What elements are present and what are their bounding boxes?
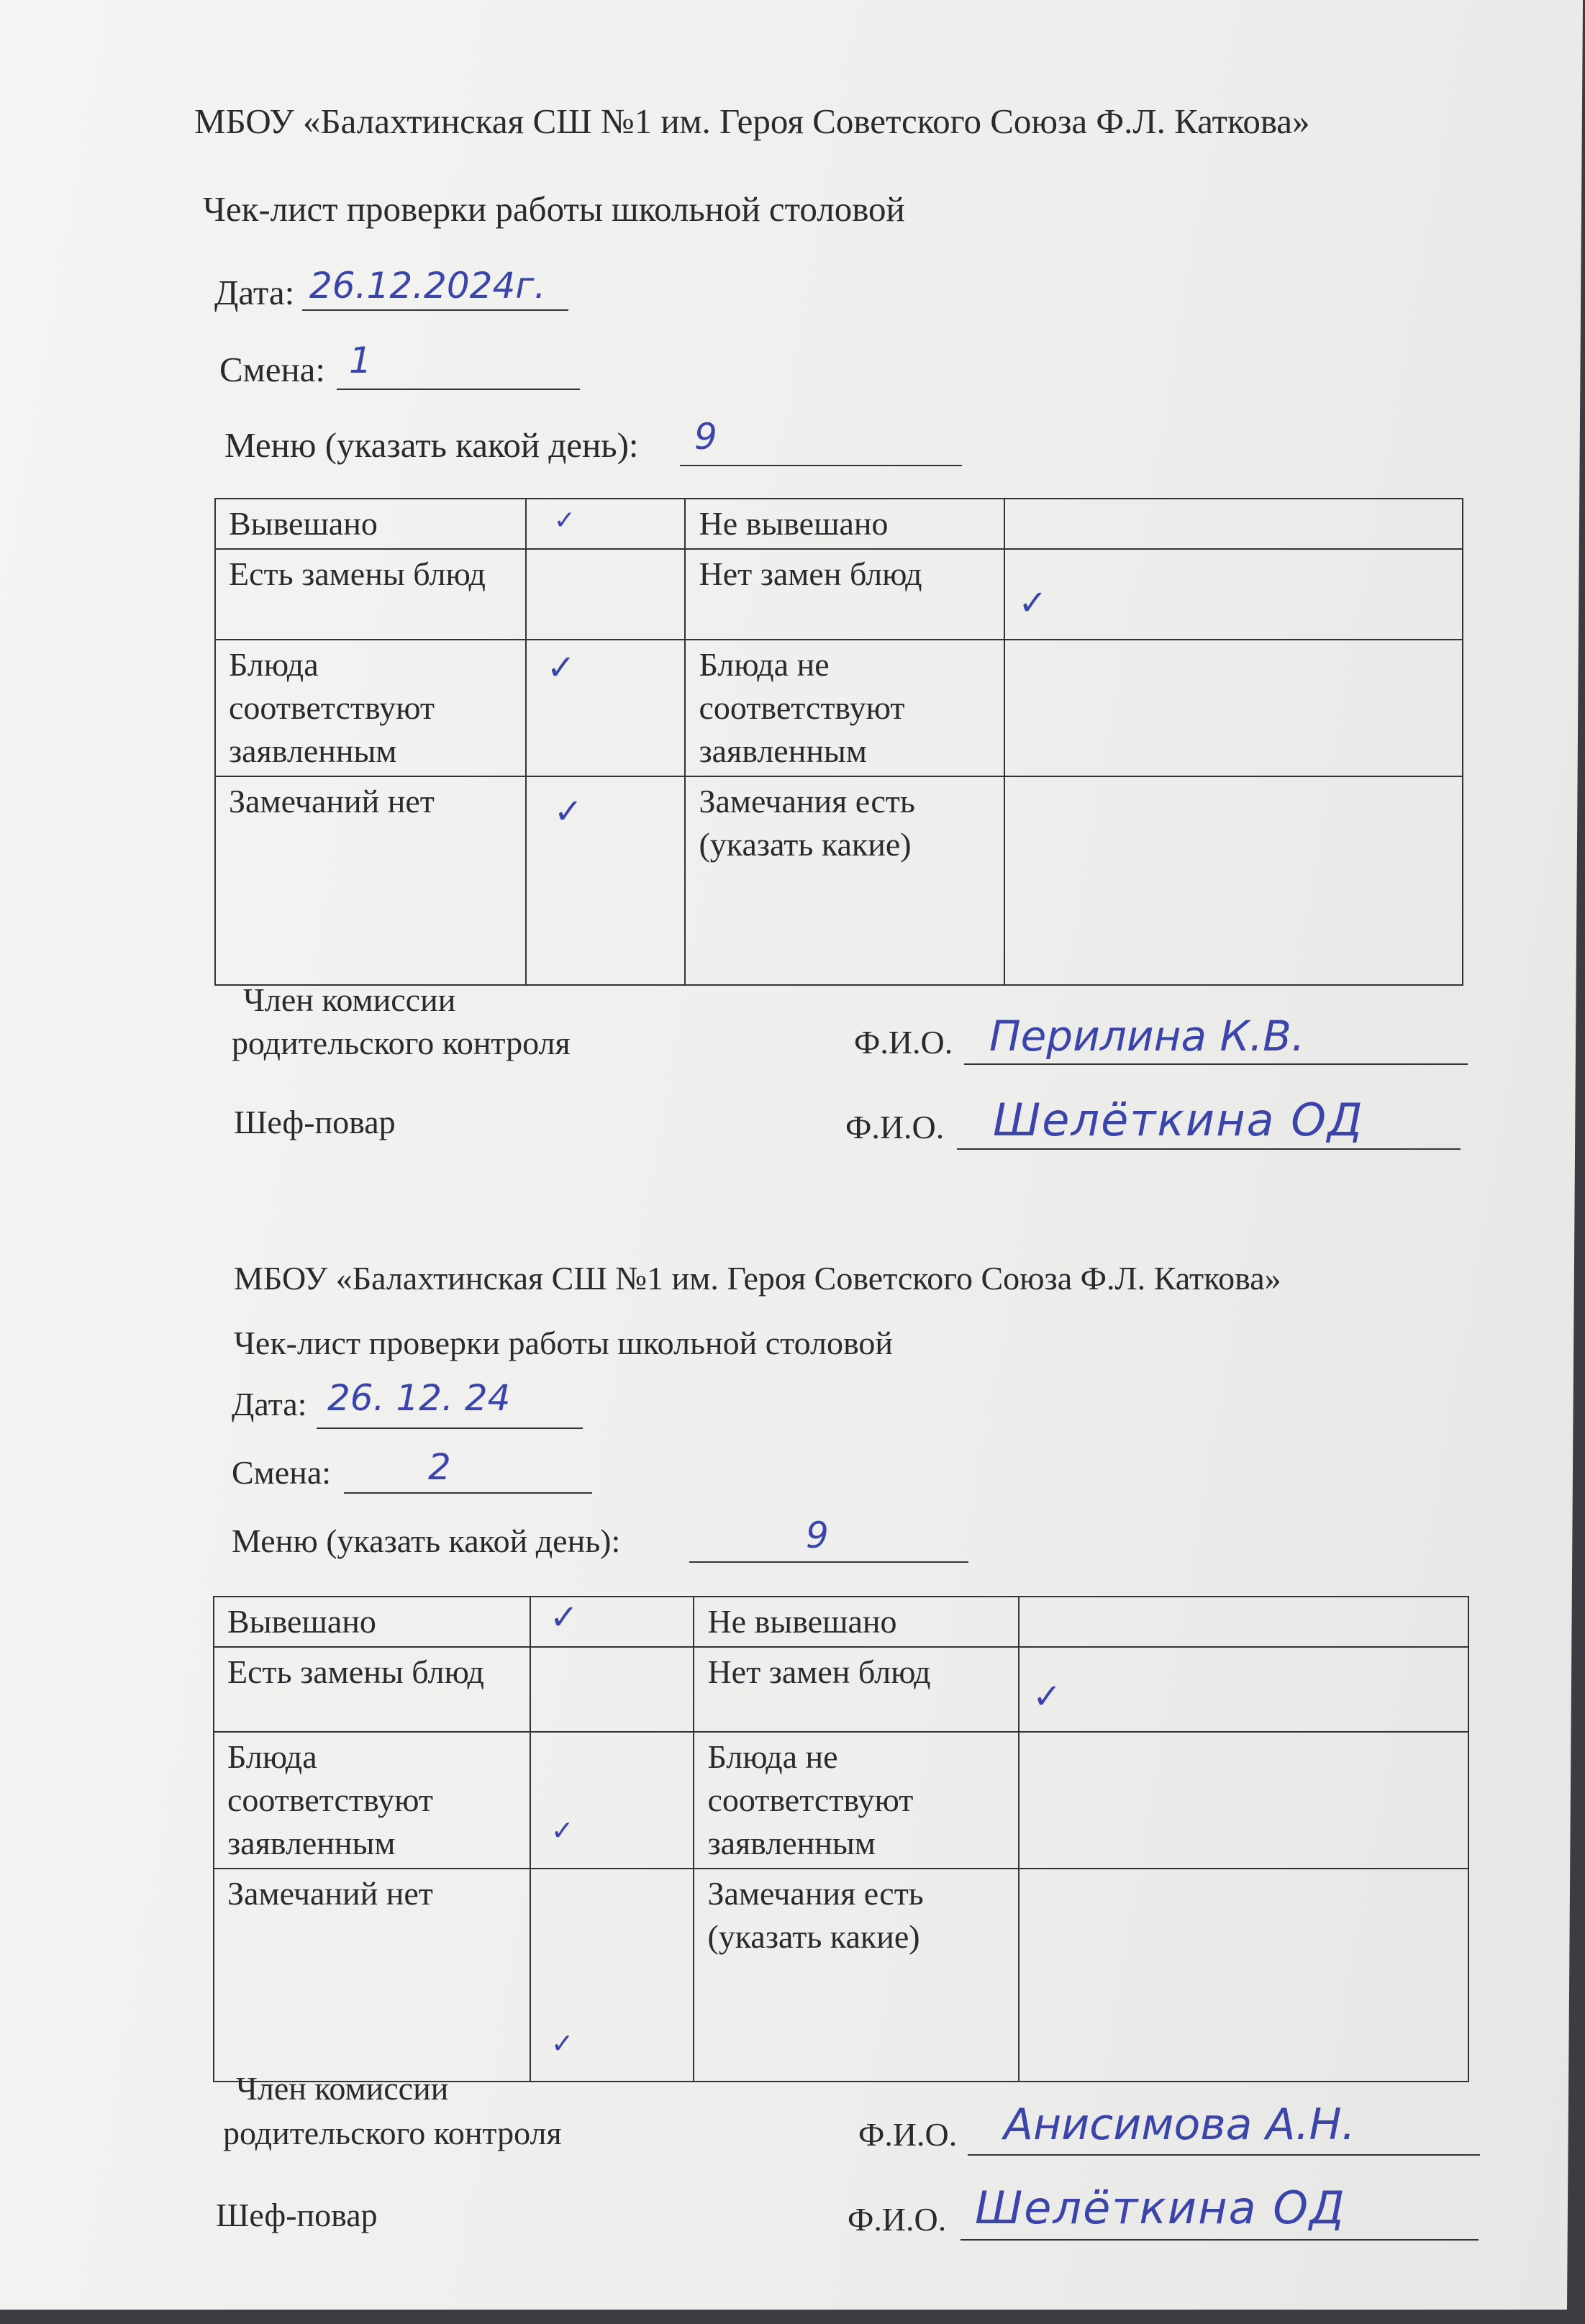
criterion-cell: Нет замен блюд (685, 549, 1004, 640)
check-cell (1004, 549, 1463, 640)
criterion-cell: Вывешано (214, 1597, 530, 1647)
criterion-cell: Блюда соответствуют заявленным (214, 1732, 530, 1869)
check-cell (526, 776, 686, 985)
chef-signature-line (957, 1148, 1461, 1150)
org-name: МБОУ «Балахтинская СШ №1 им. Героя Советского Союза Ф.Л. Каткова» (194, 101, 1310, 141)
checkmark: ✓ (546, 648, 576, 688)
criterion-cell: Есть замены блюд (214, 1647, 530, 1732)
menu-label: Меню (указать какой день): (232, 1522, 621, 1559)
checkmark: ✓ (550, 2028, 574, 2059)
check-cell (526, 499, 686, 549)
shift-value: 2 (428, 1446, 451, 1488)
chef-label: Шеф-повар (234, 1104, 396, 1140)
fio-label: Ф.И.О. (858, 2116, 958, 2153)
table-row (214, 1597, 1468, 1647)
criterion-cell: Замечания есть (указать какие) (685, 776, 1004, 985)
criterion-cell: Замечаний нет (214, 1869, 530, 2082)
table-row (214, 1732, 1468, 1869)
table-row (214, 1869, 1468, 2082)
member-signature-line (968, 2154, 1480, 2156)
menu-underline (680, 465, 962, 466)
criterion-cell: Замечания есть (указать какие) (694, 1869, 1019, 2082)
checkmark: ✓ (550, 1815, 574, 1846)
checkmark: ✓ (553, 791, 583, 832)
check-cell (530, 1732, 694, 1869)
check-cell (1019, 1732, 1468, 1869)
member-signature: Анисимова А.Н. (1004, 2100, 1355, 2150)
chef-signature-line (960, 2239, 1479, 2241)
shift-underline (337, 389, 580, 390)
chef-label: Шеф-повар (216, 2197, 378, 2233)
criterion-cell: Блюда не соответствуют заявленным (685, 640, 1004, 776)
date-label: Дата: (232, 1386, 307, 1422)
table-row (214, 1647, 1468, 1732)
check-cell (526, 549, 686, 640)
check-cell (526, 640, 686, 776)
menu-value: 9 (806, 1515, 829, 1556)
checkmark: ✓ (1018, 583, 1048, 623)
fio-label: Ф.И.О. (854, 1024, 953, 1061)
member-label: Член комиссии родительского контроля (223, 2070, 562, 2151)
check-cell (530, 1597, 694, 1647)
checkmark: ✓ (549, 1597, 578, 1638)
checklist-table (214, 498, 1463, 986)
form-title: Чек-лист проверки работы школьной столовой (234, 1325, 894, 1361)
date-underline (302, 309, 568, 311)
shift-value: 1 (349, 340, 372, 381)
table-row (215, 776, 1463, 985)
chef-signature: Шелёткина ОД (975, 2182, 1346, 2234)
check-cell (1004, 499, 1463, 549)
check-cell (1019, 1647, 1468, 1732)
check-cell (1004, 776, 1463, 985)
fio-label: Ф.И.О. (845, 1109, 945, 1145)
criterion-cell: Блюда соответствуют заявленным (215, 640, 526, 776)
criterion-cell: Нет замен блюд (694, 1647, 1019, 1732)
shift-label: Смена: (232, 1454, 332, 1491)
member-signature: Перилина К.В. (989, 1012, 1305, 1061)
menu-label: Меню (указать какой день): (224, 425, 639, 465)
org-name: МБОУ «Балахтинская СШ №1 им. Героя Советского Союза Ф.Л. Каткова» (234, 1260, 1281, 1297)
criterion-cell: Блюда не соответствуют заявленным (694, 1732, 1019, 1869)
criterion-cell: Не вывешано (685, 499, 1004, 549)
table-row (215, 640, 1463, 776)
form-title: Чек-лист проверки работы школьной столовой (203, 189, 905, 229)
check-cell (1019, 1869, 1468, 2082)
check-cell (530, 1647, 694, 1732)
fio-label: Ф.И.О. (848, 2201, 947, 2238)
member-signature-line (964, 1063, 1468, 1065)
criterion-cell: Есть замены блюд (215, 549, 526, 640)
check-cell (1004, 640, 1463, 776)
shift-underline (344, 1492, 592, 1494)
checkmark: ✓ (553, 506, 576, 535)
checklist-form-2 (0, 1187, 1583, 2310)
checklist-table (213, 1596, 1469, 2082)
date-underline (317, 1427, 583, 1429)
criterion-cell: Замечаний нет (215, 776, 526, 985)
check-cell (1019, 1597, 1468, 1647)
shift-label: Смена: (219, 350, 326, 389)
table-row (215, 549, 1463, 640)
menu-value: 9 (694, 416, 717, 458)
member-label: Член комиссии родительского контроля (232, 981, 571, 1061)
chef-signature: Шелёткина ОД (993, 1094, 1364, 1146)
check-cell (530, 1869, 694, 2082)
criterion-cell: Вывешано (215, 499, 526, 549)
checkmark: ✓ (1032, 1676, 1062, 1717)
date-value: 26.12.2024г. (309, 265, 546, 307)
date-value: 26. 12. 24 (327, 1377, 511, 1419)
table-row (215, 499, 1463, 549)
menu-underline (689, 1561, 968, 1563)
date-label: Дата: (214, 273, 295, 312)
criterion-cell: Не вывешано (694, 1597, 1019, 1647)
